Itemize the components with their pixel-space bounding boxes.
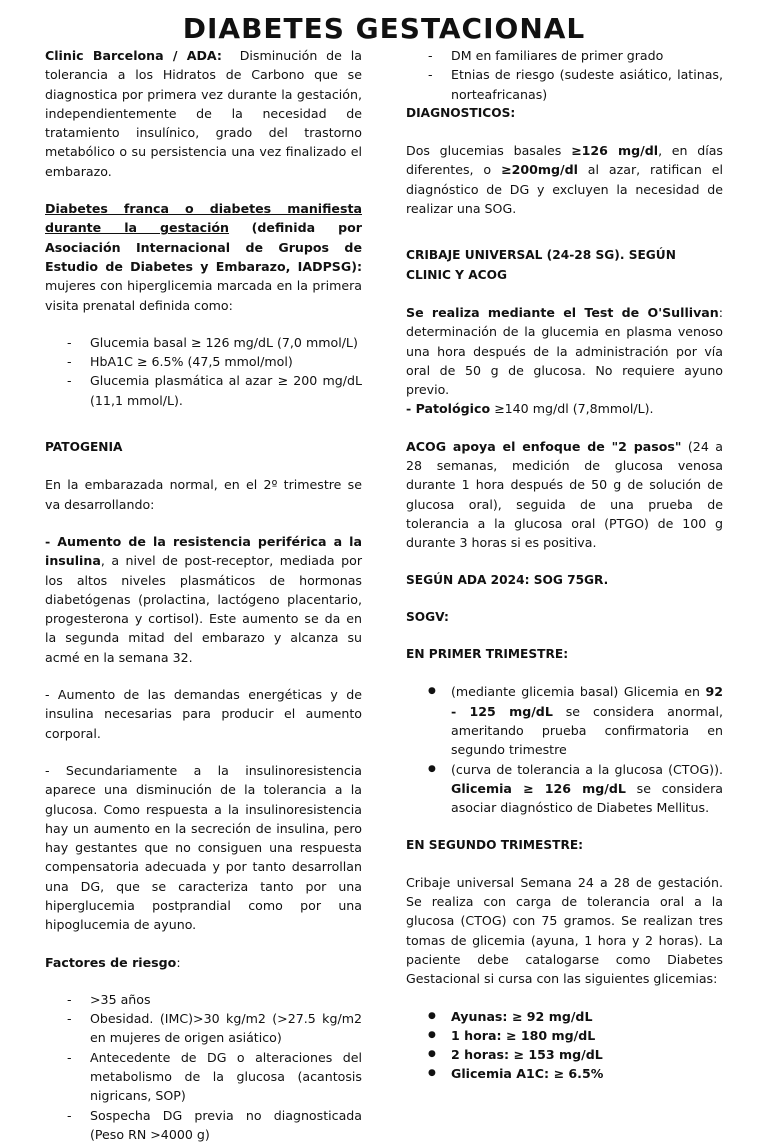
patogenia-point-1	[45, 532, 362, 667]
cribaje-heading: CRIBAJE UNIVERSAL (24-28 SG). SEGÚN CLINIC Y ACOG	[406, 248, 676, 282]
diagnostics-heading: DIAGNOSTICOS:	[406, 105, 516, 120]
text-segment: al azar, ratifican el diagnóstico de DG y excluyen la necesidad de realizar una SOG.	[406, 162, 723, 217]
overt-diabetes-paragraph	[45, 199, 362, 315]
ada-heading: SEGÚN ADA 2024: SOG 75GR.	[406, 572, 609, 587]
diagnostics-text	[406, 141, 723, 218]
list-item: - Obesidad. (IMC)>30 kg/m2 (>27.5 kg/m2 en mujeres de origen asiático)	[45, 1009, 362, 1048]
list-item: - Antecedente de DG o alteraciones del metabolismo de la glucosa (acantosis nigricans, SOP)	[45, 1048, 362, 1106]
patogenia-point-1-text: , a nivel de post-receptor, mediada por los altos niveles plasmáticos de hormonas diabetógenas (prolactina, lactógeno placentario, progesterona y cortisol). Este aumento se da en la segunda mitad del embarazo y alcanza su acmé en la semana 32.	[45, 553, 362, 665]
list-item: - Glucemia plasmática al azar ≥ 200 mg/dL (11,1 mmol/L).	[45, 371, 362, 410]
osullivan-title: Se realiza mediante el Test de O'Sullivan	[406, 304, 719, 320]
overt-diabetes-source: (definida por Asociación Internacional de Grupos de Estudio de Diabetes y Embarazo, IADPSG):	[45, 220, 362, 274]
value-highlight: ≥200mg/dl	[501, 162, 578, 178]
list-item	[406, 682, 723, 759]
text-segment: Dos glucemias basales	[406, 143, 572, 159]
value-highlight: ≥126 mg/dl	[571, 143, 659, 159]
text-segment: se considera asociar diagnóstico de Diabetes Mellitus.	[451, 780, 724, 816]
list-item	[406, 1026, 723, 1045]
list-item	[406, 1045, 723, 1064]
page-title: DIABETES GESTACIONAL	[182, 12, 586, 45]
criterion: 1 hora: ≥ 180 mg/dL	[451, 1027, 596, 1043]
gd-criteria-list	[406, 1007, 723, 1084]
list-item: - Etnias de riesgo (sudeste asiático, latinas, norteafricanas)	[406, 65, 723, 104]
patogenia-point-3: - Secundariamente a la insulinoresistencia aparece una disminución de la tolerancia a la glucosa. Como respuesta a la insulinoresistencia hay un aumento en la secreción de insulina, pero hay gestantes que no consiguen una respuesta compensatoria adecuada y por tanto desarrollan una DG, que se caracteriza tanto por una hiperglucemia postprandial como por una hipoglucemia de ayuno.	[45, 762, 362, 933]
first-trimester-list	[406, 682, 723, 817]
list-item: - Glucemia basal ≥ 126 mg/dL (7,0 mmol/L)	[45, 333, 362, 352]
pathologic-line	[406, 399, 723, 418]
osullivan-paragraph	[406, 303, 723, 399]
left-column	[45, 46, 362, 1144]
value-highlight: 92 - 125 mg/dL	[451, 684, 723, 719]
pathologic-value: ≥140 mg/dl (7,8mmol/L).	[490, 401, 654, 417]
patogenia-point-2: - Aumento de las demandas energéticas y de insulina necesarias para producir el aumento corporal.	[45, 687, 362, 741]
value-highlight: Glicemia ≥ 126 mg/dL	[451, 780, 626, 796]
acog-title: ACOG apoya el enfoque de "2 pasos"	[406, 438, 682, 454]
patogenia-intro: En la embarazada normal, en el 2º trimestre se va desarrollando:	[45, 477, 362, 512]
list-item: - HbA1C ≥ 6.5% (47,5 mmol/mol)	[45, 352, 362, 371]
risk-factors-list-continued	[406, 46, 723, 104]
acog-text: (24 a 28 semanas, medición de glucosa venosa durante 1 hora después de 50 g de solución de glucosa oral), seguida de una prueba de tolerancia a la glucosa oral (PTGO) de 100 g durante 3 horas si es positiva.	[406, 438, 723, 551]
second-trimester-text: Cribaje universal Semana 24 a 28 de gestación. Se realiza con carga de tolerancia oral a la glucosa (CTOG) con 75 gramos. Se realizan tres tomas de glicemia (ayuna, 1 hora y 2 horas). La paciente debe catalogarse como Diabetes Gestacional si cursa con las siguientes glicemias:	[406, 874, 723, 987]
definition-text: Disminución de la tolerancia a los Hidratos de Carbono que se diagnostica por primera vez durante la gestación, independientemente de la necesidad de tratamiento insulínico, grado del trastorno metabólico o su persistencia una vez finalizado el embarazo.	[45, 48, 362, 179]
list-item: - >35 años	[45, 990, 362, 1009]
text-segment: (curva de tolerancia a la glucosa (CTOG)).	[451, 761, 723, 777]
criterion: Glicemia A1C: ≥ 6.5%	[451, 1066, 604, 1082]
overt-criteria-list	[45, 333, 362, 410]
list-item: - Sospecha DG previa no diagnosticada (Peso RN >4000 g)	[45, 1106, 362, 1144]
pathologic-label: - Patológico	[406, 401, 491, 417]
list-item	[406, 760, 723, 818]
overt-diabetes-text: mujeres con hiperglicemia marcada en la primera visita prenatal definida como:	[45, 278, 362, 313]
first-trimester-heading: EN PRIMER TRIMESTRE:	[406, 647, 569, 662]
list-item	[406, 1064, 723, 1083]
acog-paragraph	[406, 437, 723, 553]
risk-factors-colon: :	[176, 954, 181, 970]
sogv-heading: SOGV:	[406, 609, 449, 624]
osullivan-text: : determinación de la glucemia en plasma venoso una hora después de la administración por vía oral de 50 g de glucosa. No requiere ayuno previo.	[406, 304, 723, 398]
text-segment: (mediante glicemia basal) Glicemia en	[451, 684, 706, 700]
criterion: 2 horas: ≥ 153 mg/dL	[451, 1047, 603, 1063]
list-item	[406, 1007, 723, 1026]
right-column	[406, 46, 723, 1084]
definition-source: Clinic Barcelona / ADA:	[45, 48, 222, 63]
overt-diabetes-term: Diabetes franca o diabetes manifiesta durante la gestación	[45, 201, 362, 236]
patogenia-point-1-title: - Aumento de la resistencia periférica a la insulina	[45, 533, 362, 569]
definition-paragraph	[45, 46, 362, 181]
risk-factors-title: Factores de riesgo	[45, 954, 177, 970]
risk-factors-heading	[45, 953, 362, 972]
second-trimester-heading: EN SEGUNDO TRIMESTRE:	[406, 837, 584, 852]
text-segment: , en días diferentes, o	[406, 143, 723, 178]
risk-factors-list	[45, 990, 362, 1144]
text-segment: se considera anormal, ameritando prueba confirmatoria en segundo trimestre	[451, 703, 723, 758]
list-item: - DM en familiares de primer grado	[406, 46, 723, 65]
criterion: Ayunas: ≥ 92 mg/dL	[451, 1008, 593, 1024]
patogenia-heading: PATOGENIA	[45, 440, 123, 455]
